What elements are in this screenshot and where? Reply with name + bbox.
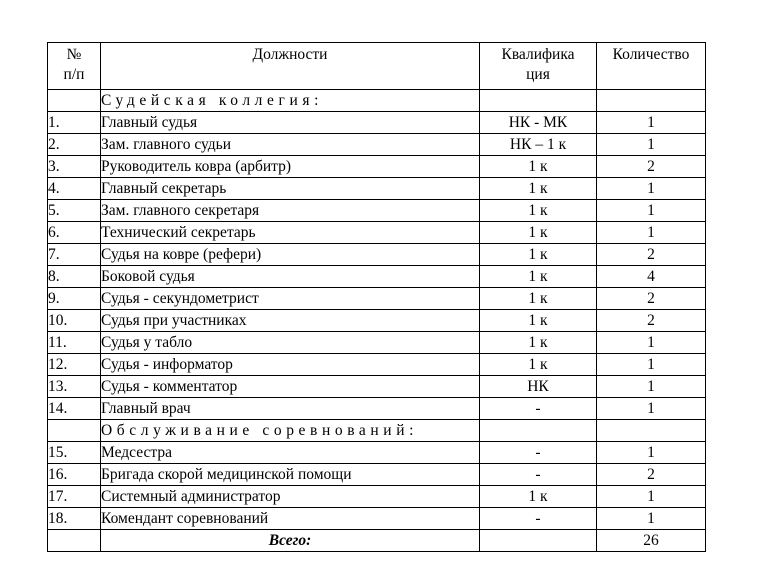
row-position: Судья у табло — [101, 332, 480, 354]
row-qualification: 1 к — [480, 200, 597, 222]
row-qualification: - — [480, 508, 597, 530]
row-number: 10. — [48, 310, 101, 332]
row-position: Технический секретарь — [101, 222, 480, 244]
table-row — [48, 376, 706, 398]
row-number: 9. — [48, 288, 101, 310]
table-row — [48, 508, 706, 530]
row-count: 1 — [597, 112, 706, 134]
section-empty-cell — [48, 420, 101, 442]
row-count: 2 — [597, 464, 706, 486]
row-count: 1 — [597, 134, 706, 156]
row-position: Зам. главного секретаря — [101, 200, 480, 222]
row-number: 18. — [48, 508, 101, 530]
section-title: Обслуживание соревнований: — [101, 420, 480, 442]
row-qualification: 1 к — [480, 288, 597, 310]
table-body — [48, 90, 706, 530]
table-row — [48, 442, 706, 464]
row-number: 14. — [48, 398, 101, 420]
table-row — [48, 156, 706, 178]
row-number: 2. — [48, 134, 101, 156]
table-row — [48, 464, 706, 486]
table-row — [48, 486, 706, 508]
row-position: Судья - комментатор — [101, 376, 480, 398]
row-position: Руководитель ковра (арбитр) — [101, 156, 480, 178]
section-row — [48, 420, 706, 442]
row-count: 1 — [597, 442, 706, 464]
row-position: Судья - информатор — [101, 354, 480, 376]
row-qualification: 1 к — [480, 332, 597, 354]
header-position: Должности — [101, 43, 480, 90]
row-position: Судья - секундометрист — [101, 288, 480, 310]
row-position: Зам. главного судьи — [101, 134, 480, 156]
row-count: 1 — [597, 508, 706, 530]
section-empty-cell — [480, 90, 597, 112]
row-number: 11. — [48, 332, 101, 354]
table-row — [48, 178, 706, 200]
row-qualification: 1 к — [480, 486, 597, 508]
row-position: Главный судья — [101, 112, 480, 134]
header-num — [48, 43, 101, 90]
row-count: 1 — [597, 222, 706, 244]
row-number: 1. — [48, 112, 101, 134]
section-empty-cell — [597, 420, 706, 442]
table-row — [48, 310, 706, 332]
header-count: Количество — [597, 43, 706, 90]
table-row — [48, 266, 706, 288]
row-number: 3. — [48, 156, 101, 178]
row-count: 2 — [597, 244, 706, 266]
table-row — [48, 112, 706, 134]
row-qualification: НК - МК — [480, 112, 597, 134]
row-qualification: 1 к — [480, 156, 597, 178]
row-number: 8. — [48, 266, 101, 288]
header-num-line1: № — [66, 46, 82, 63]
row-count: 2 — [597, 310, 706, 332]
row-number: 16. — [48, 464, 101, 486]
row-number: 6. — [48, 222, 101, 244]
staff-table — [47, 42, 706, 552]
header-row — [48, 43, 706, 90]
row-qualification: НК — [480, 376, 597, 398]
row-count: 1 — [597, 376, 706, 398]
section-row — [48, 90, 706, 112]
row-number: 12. — [48, 354, 101, 376]
section-empty-cell — [597, 90, 706, 112]
row-number: 4. — [48, 178, 101, 200]
table-row — [48, 244, 706, 266]
row-qualification: 1 к — [480, 310, 597, 332]
row-count: 1 — [597, 486, 706, 508]
section-empty-cell — [480, 420, 597, 442]
table-row — [48, 354, 706, 376]
row-count: 1 — [597, 332, 706, 354]
row-number: 5. — [48, 200, 101, 222]
row-count: 4 — [597, 266, 706, 288]
header-qualification — [480, 43, 597, 90]
total-empty-cell — [48, 530, 101, 552]
table-row — [48, 288, 706, 310]
row-position: Системный администратор — [101, 486, 480, 508]
row-position: Комендант соревнований — [101, 508, 480, 530]
row-position: Медсестра — [101, 442, 480, 464]
row-position: Главный секретарь — [101, 178, 480, 200]
table-row — [48, 222, 706, 244]
total-count: 26 — [597, 530, 706, 552]
row-qualification: - — [480, 464, 597, 486]
total-row — [48, 530, 706, 552]
row-count: 1 — [597, 398, 706, 420]
row-qualification: 1 к — [480, 266, 597, 288]
row-position: Главный врач — [101, 398, 480, 420]
section-title: Судейская коллегия: — [101, 90, 480, 112]
table-row — [48, 398, 706, 420]
row-number: 7. — [48, 244, 101, 266]
row-count: 1 — [597, 354, 706, 376]
row-count: 1 — [597, 200, 706, 222]
header-qual-line2: ция — [526, 66, 550, 83]
table-row — [48, 134, 706, 156]
table-row — [48, 332, 706, 354]
row-position: Судья на ковре (рефери) — [101, 244, 480, 266]
row-position: Судья при участниках — [101, 310, 480, 332]
row-number: 13. — [48, 376, 101, 398]
row-number: 15. — [48, 442, 101, 464]
total-empty-cell — [480, 530, 597, 552]
table-row — [48, 200, 706, 222]
row-qualification: 1 к — [480, 244, 597, 266]
row-qualification: - — [480, 442, 597, 464]
section-empty-cell — [48, 90, 101, 112]
total-label: Всего: — [101, 530, 480, 552]
row-count: 2 — [597, 156, 706, 178]
row-qualification: 1 к — [480, 178, 597, 200]
row-qualification: 1 к — [480, 354, 597, 376]
row-count: 2 — [597, 288, 706, 310]
row-count: 1 — [597, 178, 706, 200]
row-qualification: 1 к — [480, 222, 597, 244]
row-position: Боковой судья — [101, 266, 480, 288]
row-qualification: - — [480, 398, 597, 420]
header-num-line2: п/п — [63, 66, 85, 83]
header-qual-line1: Квалифика — [501, 46, 575, 63]
row-number: 17. — [48, 486, 101, 508]
row-position: Бригада скорой медицинской помощи — [101, 464, 480, 486]
row-qualification: НК – 1 к — [480, 134, 597, 156]
